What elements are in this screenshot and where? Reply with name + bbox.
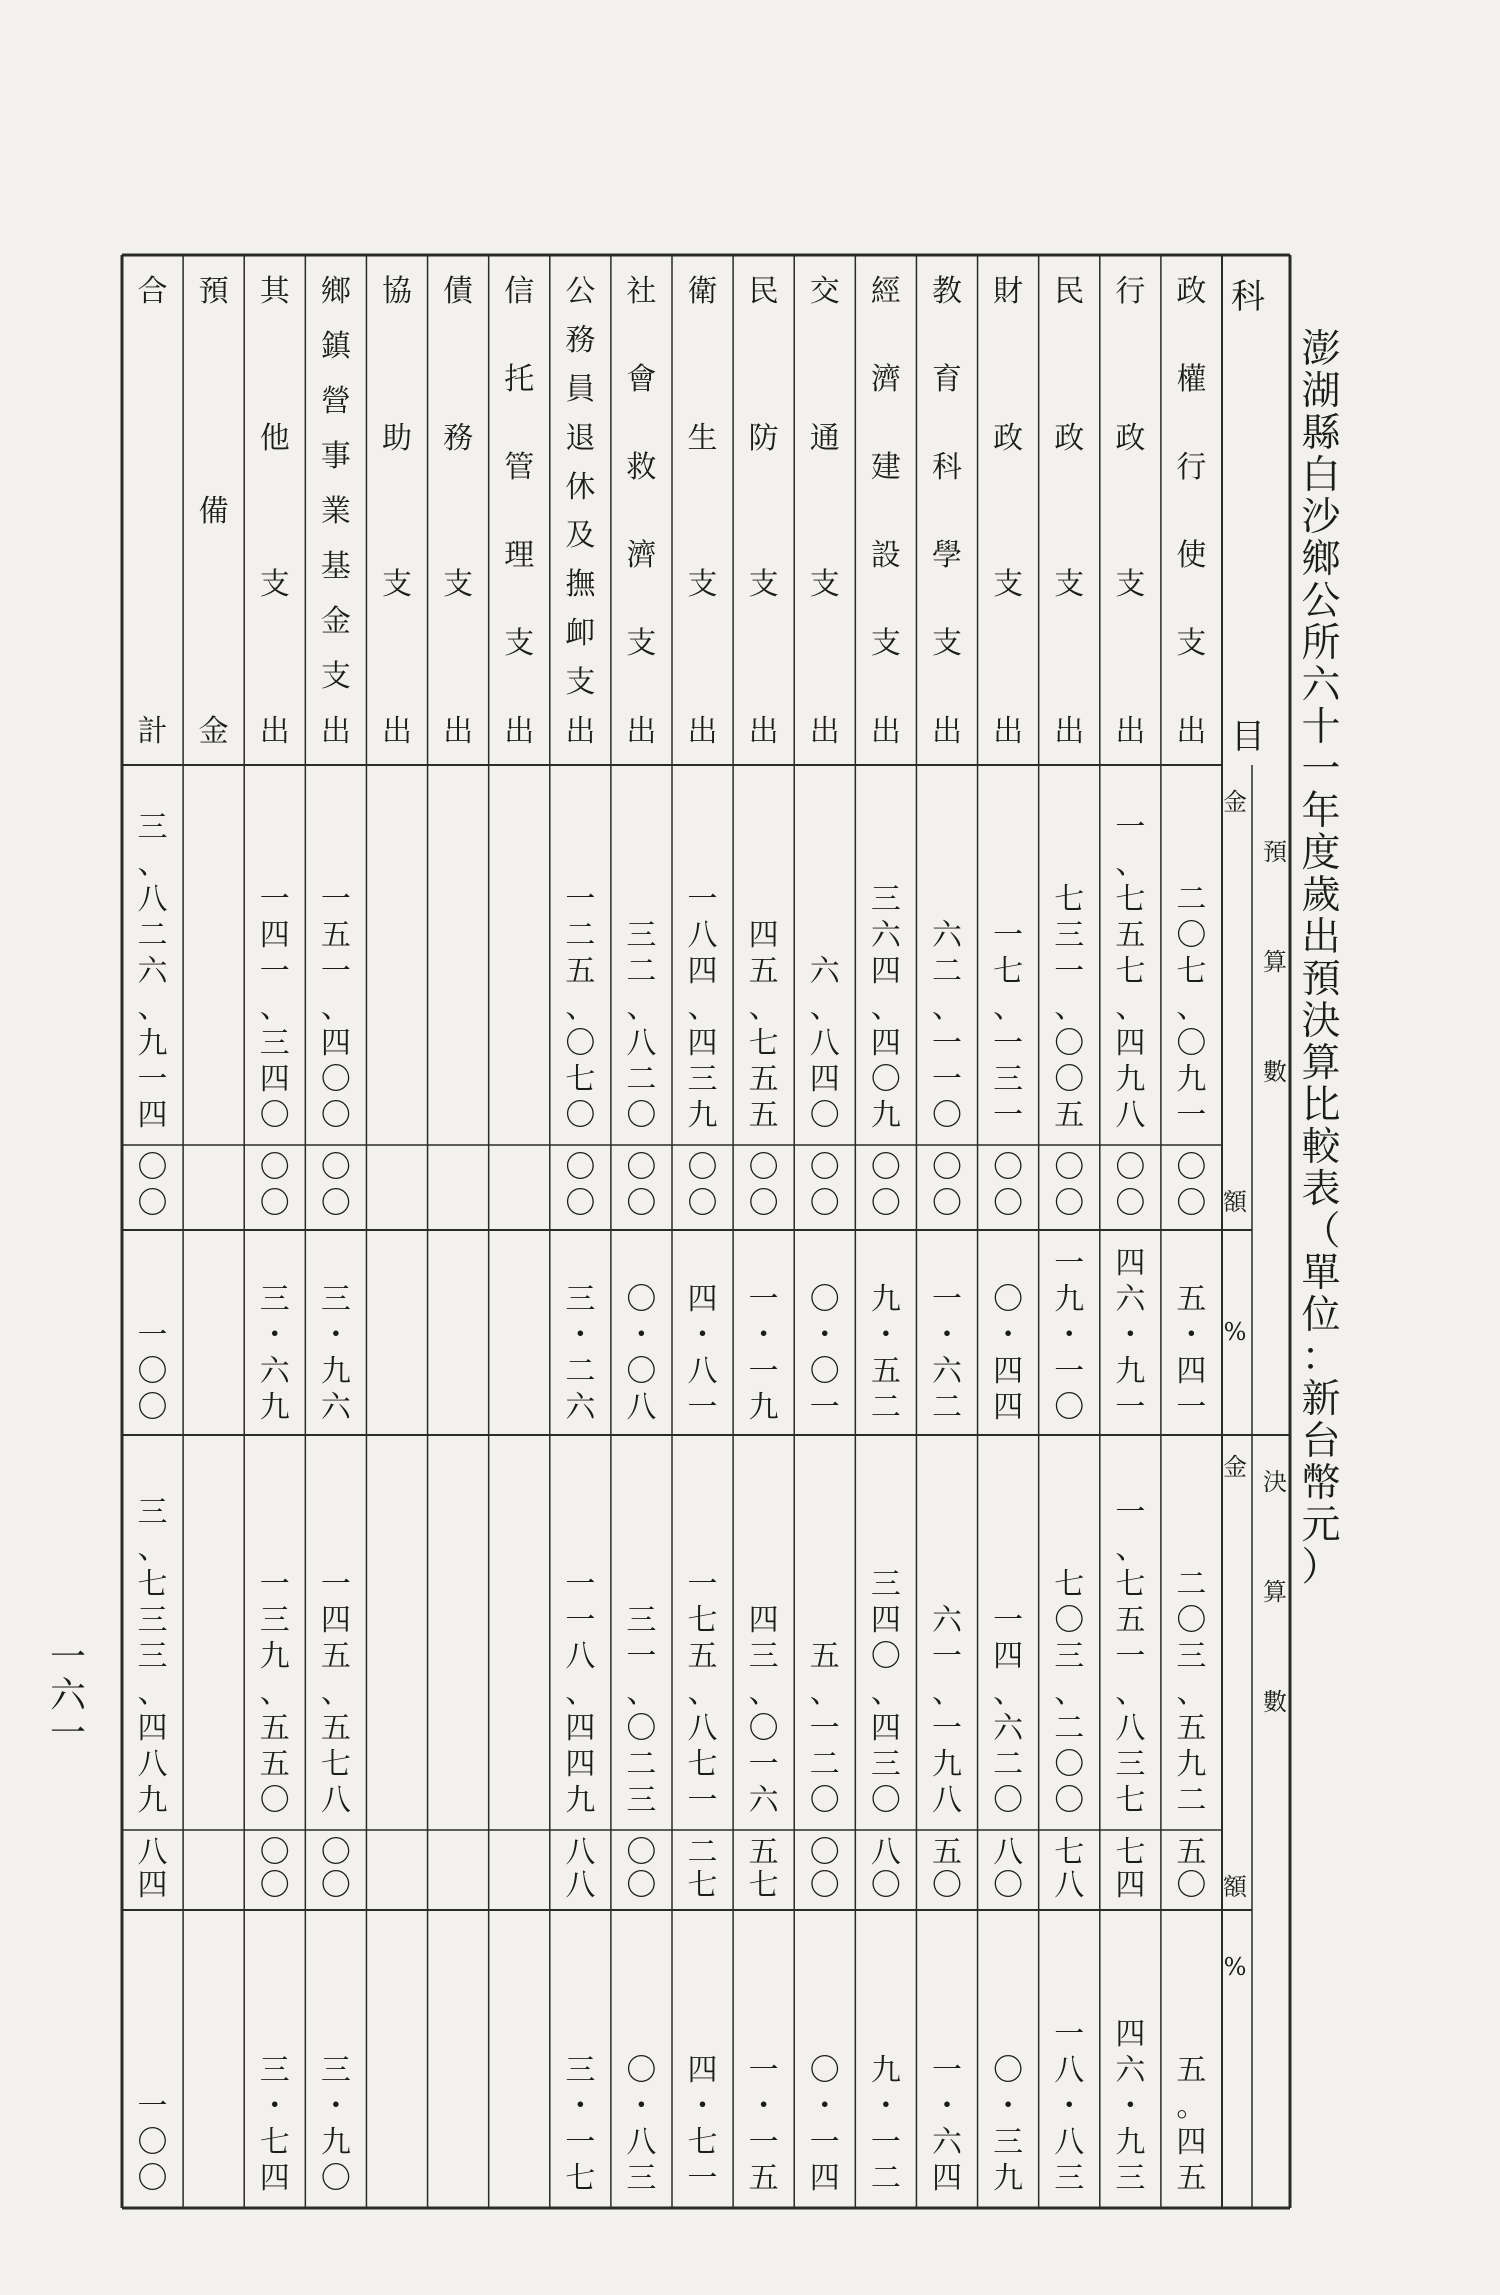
- cell-fin-pct: 一 ・ 一 五: [748, 2053, 779, 2196]
- cell-bud-pct: 九 ・ 五 二: [870, 1282, 901, 1425]
- cell-fin-dec: 七 四: [1115, 1835, 1146, 1903]
- cell-fin-pct: 四 ・ 七 一: [687, 2053, 718, 2196]
- cell-fin-dec: 八 〇: [870, 1835, 901, 1903]
- cell-bud-dec: 〇 〇: [687, 1150, 718, 1221]
- cell-bud-int: 六 二 、 一 一 〇: [931, 918, 962, 1133]
- row-subject: 民 防 支 出: [748, 274, 779, 749]
- cell-fin-dec: 五 七: [748, 1835, 779, 1903]
- row-subject: 經 濟 建 設 支 出: [870, 274, 901, 749]
- cell-fin-dec: 〇 〇: [320, 1835, 351, 1903]
- cell-bud-int: 四 五 、 七 五 五: [748, 918, 779, 1133]
- cell-bud-int: 七 三 一 、 〇 〇 五: [1054, 882, 1085, 1133]
- cell-bud-pct: 一 ・ 一 九: [748, 1282, 779, 1425]
- cell-bud-int: 一 五 一 、 四 〇 〇: [320, 882, 351, 1133]
- cell-fin-pct: 一 〇 〇: [137, 2089, 168, 2196]
- cell-fin-int: 一 、 七 五 一 、 八 三 七: [1115, 1495, 1146, 1818]
- cell-bud-pct: 三 ・ 六 九: [259, 1282, 290, 1425]
- table-row: [733, 0, 794, 2270]
- cell-bud-pct: 一 ・ 六 二: [931, 1282, 962, 1425]
- cell-bud-pct: 〇 ・ 四 四: [993, 1282, 1024, 1425]
- cell-bud-int: 三 、 八 二 六 、 九 一 四: [137, 810, 168, 1133]
- table-row: [978, 0, 1039, 2270]
- cell-fin-int: 四 三 、 〇 一 六: [748, 1603, 779, 1818]
- cell-fin-dec: 〇 〇: [809, 1835, 840, 1903]
- row-subject: 信 托 管 理 支 出: [504, 274, 535, 749]
- cell-bud-dec: 〇 〇: [993, 1150, 1024, 1221]
- cell-bud-pct: 三 ・ 九 六: [320, 1282, 351, 1425]
- cell-fin-int: 二 〇 三 、 五 九 二: [1176, 1567, 1207, 1818]
- cell-bud-pct: 四 ・ 八 一: [687, 1282, 718, 1425]
- table-row: [366, 0, 427, 2270]
- cell-fin-int: 一 三 九 、 五 五 〇: [259, 1567, 290, 1818]
- row-subject: 行 政 支 出: [1115, 274, 1146, 749]
- cell-bud-int: 六 、 八 四 〇: [809, 954, 840, 1133]
- cell-fin-dec: 七 八: [1054, 1835, 1085, 1903]
- table-row: [122, 0, 183, 2270]
- cell-bud-pct: 一 九 ・ 一 〇: [1054, 1246, 1085, 1425]
- cell-fin-dec: 二 七: [687, 1835, 718, 1903]
- row-subject: 債 務 支 出: [443, 274, 474, 749]
- cell-bud-pct: 一 〇 〇: [137, 1318, 168, 1425]
- cell-bud-dec: 〇 〇: [931, 1150, 962, 1221]
- table-row: [428, 0, 489, 2270]
- cell-fin-pct: 三 ・ 一 七: [565, 2053, 596, 2196]
- cell-fin-dec: 八 〇: [993, 1835, 1024, 1903]
- cell-bud-int: 一 八 四 、 四 三 九: [687, 882, 718, 1133]
- row-subject: 交 通 支 出: [809, 274, 840, 749]
- header-subject: 科 目: [1231, 277, 1265, 757]
- cell-bud-dec: 〇 〇: [809, 1150, 840, 1221]
- header-final: 決 算 數: [1263, 1468, 1287, 1716]
- row-subject: 協 助 支 出: [381, 274, 412, 749]
- cell-fin-int: 一 一 八 、 四 四 九: [565, 1567, 596, 1818]
- cell-fin-pct: 〇 ・ 一 四: [809, 2053, 840, 2196]
- cell-bud-pct: 〇 ・ 〇 一: [809, 1282, 840, 1425]
- cell-fin-pct: 〇 ・ 八 三: [626, 2053, 657, 2196]
- row-subject: 鄉 鎮 營 事 業 基 金 支 出: [320, 274, 351, 749]
- table-row: [611, 0, 672, 2270]
- cell-fin-int: 一 四 五 、 五 七 八: [320, 1567, 351, 1818]
- row-subject: 預 備 金: [198, 274, 229, 749]
- cell-fin-pct: 三 ・ 七 四: [259, 2053, 290, 2196]
- row-subject: 合 計: [137, 274, 168, 749]
- row-subject: 社 會 救 濟 支 出: [626, 274, 657, 749]
- cell-fin-pct: 五 。 四 五: [1176, 2053, 1207, 2196]
- row-subject: 財 政 支 出: [993, 274, 1024, 749]
- table-row: [1039, 0, 1100, 2270]
- header-budget-percent: %: [1223, 1318, 1247, 1346]
- cell-fin-int: 三 四 〇 、 四 三 〇: [870, 1567, 901, 1818]
- table-row: [672, 0, 733, 2270]
- cell-bud-dec: 〇 〇: [748, 1150, 779, 1221]
- header-final-amount: 金 額: [1223, 1453, 1247, 1901]
- cell-bud-int: 二 〇 七 、 〇 九 一: [1176, 882, 1207, 1133]
- cell-fin-dec: 五 〇: [1176, 1835, 1207, 1903]
- cell-bud-pct: 四 六 ・ 九 一: [1115, 1246, 1146, 1425]
- cell-fin-pct: 一 ・ 六 四: [931, 2053, 962, 2196]
- cell-bud-int: 一 四 一 、 三 四 〇: [259, 882, 290, 1133]
- cell-bud-int: 一 二 五 、 〇 七 〇: [565, 882, 596, 1133]
- cell-bud-int: 三 六 四 、 四 〇 九: [870, 882, 901, 1133]
- cell-fin-dec: 八 八: [565, 1835, 596, 1903]
- page-title: 澎 湖 縣 白 沙 鄉 公 所 六 十 一 年 度 歲 出 預 決 算 比 較 表 （ 單 位 ： 新 台 幣 元 ）: [1301, 327, 1341, 1590]
- cell-bud-dec: 〇 〇: [137, 1150, 168, 1221]
- cell-bud-pct: 三 ・ 二 六: [565, 1282, 596, 1425]
- cell-fin-dec: 八 四: [137, 1835, 168, 1903]
- cell-fin-pct: 〇 ・ 三 九: [993, 2053, 1024, 2196]
- cell-fin-pct: 三 ・ 九 〇: [320, 2053, 351, 2196]
- table-row: [855, 0, 916, 2270]
- cell-bud-int: 一 七 、 一 三 一: [993, 918, 1024, 1133]
- row-subject: 政 權 行 使 支 出: [1176, 274, 1207, 749]
- cell-bud-int: 三 二 、 八 二 〇: [626, 918, 657, 1133]
- cell-bud-dec: 〇 〇: [870, 1150, 901, 1221]
- cell-bud-dec: 〇 〇: [320, 1150, 351, 1221]
- header-budget-amount: 金 額: [1223, 788, 1247, 1216]
- cell-bud-dec: 〇 〇: [1176, 1150, 1207, 1221]
- cell-fin-pct: 九 ・ 一 二: [870, 2053, 901, 2196]
- cell-fin-int: 三 、 七 三 三 、 四 八 九: [137, 1495, 168, 1818]
- table-row: [1100, 0, 1161, 2270]
- cell-fin-dec: 〇 〇: [626, 1835, 657, 1903]
- page-number: 一 六 一: [49, 1637, 86, 1754]
- cell-bud-dec: 〇 〇: [626, 1150, 657, 1221]
- cell-fin-pct: 一 八 ・ 八 三: [1054, 2017, 1085, 2196]
- table-row: [794, 0, 855, 2270]
- table-row: [305, 0, 366, 2270]
- table-row: [916, 0, 977, 2270]
- table-row: [1161, 0, 1222, 2270]
- table-row: [489, 0, 550, 2270]
- cell-fin-int: 一 七 五 、 八 七 一: [687, 1567, 718, 1818]
- header-final-percent: %: [1223, 1953, 1247, 1981]
- cell-bud-dec: 〇 〇: [1115, 1150, 1146, 1221]
- cell-fin-int: 五 、 一 二 〇: [809, 1639, 840, 1818]
- cell-bud-dec: 〇 〇: [259, 1150, 290, 1221]
- table-row: [550, 0, 611, 2270]
- cell-fin-int: 三 一 、 〇 二 三: [626, 1603, 657, 1818]
- row-subject: 民 政 支 出: [1054, 274, 1085, 749]
- cell-fin-dec: 〇 〇: [259, 1835, 290, 1903]
- cell-bud-int: 一 、 七 五 七 、 四 九 八: [1115, 810, 1146, 1133]
- row-subject: 衛 生 支 出: [687, 274, 718, 749]
- table-row: [183, 0, 244, 2270]
- cell-fin-int: 一 四 、 六 二 〇: [993, 1603, 1024, 1818]
- row-subject: 其 他 支 出: [259, 274, 290, 749]
- cell-bud-pct: 五 ・ 四 一: [1176, 1282, 1207, 1425]
- row-subject: 公 務 員 退 休 及 撫 卹 支 出: [565, 274, 596, 749]
- cell-bud-dec: 〇 〇: [1054, 1150, 1085, 1221]
- cell-fin-int: 六 一 、 一 九 八: [931, 1603, 962, 1818]
- cell-fin-dec: 五 〇: [931, 1835, 962, 1903]
- cell-fin-int: 七 〇 三 、 二 〇 〇: [1054, 1567, 1085, 1818]
- header-budget: 預 算 數: [1263, 838, 1287, 1086]
- cell-fin-pct: 四 六 ・ 九 三: [1115, 2017, 1146, 2196]
- cell-bud-pct: 〇 ・ 〇 八: [626, 1282, 657, 1425]
- cell-bud-dec: 〇 〇: [565, 1150, 596, 1221]
- table-row: [244, 0, 305, 2270]
- row-subject: 教 育 科 學 支 出: [931, 274, 962, 749]
